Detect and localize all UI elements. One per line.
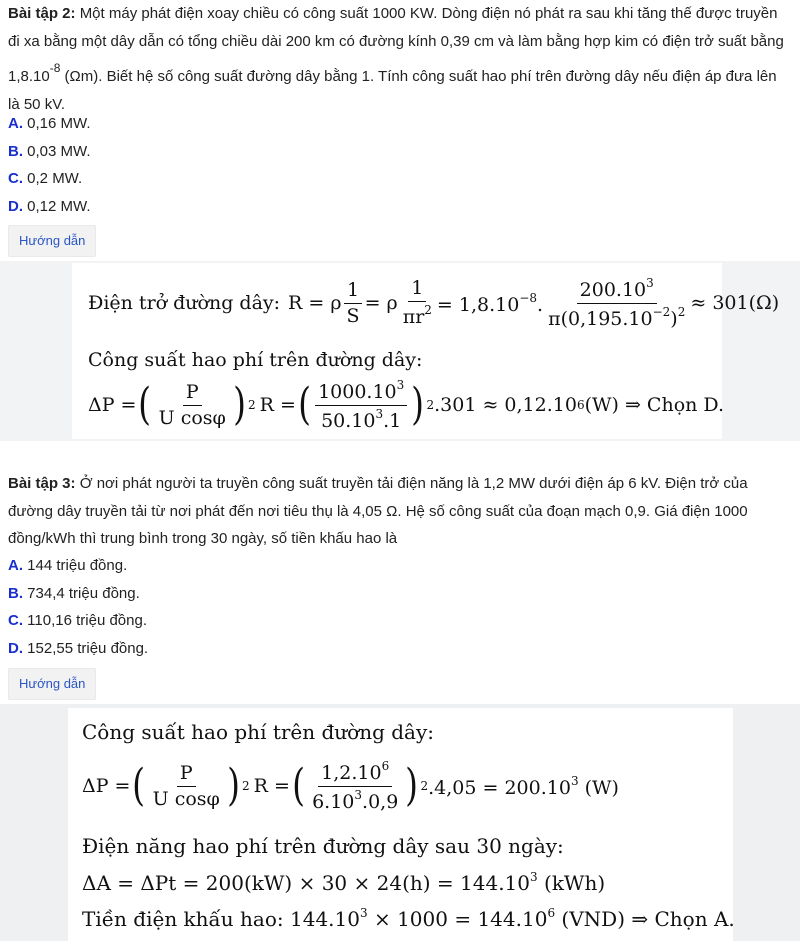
solution-3-image [68, 708, 733, 941]
problem-3-text [8, 470, 792, 553]
problem-2-options [8, 110, 91, 220]
option-a[interactable]: A. 0,16 MW. [8, 115, 91, 132]
option-c[interactable]: C. 0,2 MW. [8, 170, 83, 187]
option-a[interactable]: A. 144 triệu đồng. [8, 557, 128, 574]
problem-3-options [8, 552, 148, 662]
option-c[interactable]: C. 110,16 triệu đồng. [8, 612, 147, 629]
option-b[interactable]: B. 734,4 triệu đồng. [8, 584, 140, 602]
problem-2-label: Bài tập 2: [8, 5, 76, 22]
solution-2-line-2-label: Công suất hao phí trên đường dây: [88, 349, 423, 371]
option-b[interactable]: B. 0,03 MW. [8, 142, 91, 160]
problem-2-body: Một máy phát điện xoay chiều có công suất 1000 KW. Dòng điện nó phát ra sau khi tăng thế được truyền đi xa bằng một dây dẫn có tổng chiều dài 200 km có đường kính 0,39 cm và làm bằng hợp kim có điện trở suất bằng 1,8.10 [8, 5, 784, 85]
option-d[interactable]: D. 0,12 MW. [8, 197, 91, 215]
solution-2-line-2: ΔP = ( $\frac{P}{\text{U cosφ}}$ ) 2 R = ( $\frac{1000.10^3}{50.10^3.1}$ ) 2 .301 ≈ 0,12.10 6 (W) ⇒ Chọn D. [88, 377, 725, 432]
problem-2-body-end: (Ωm). Biết hệ số công suất đường dây bằng 1. Tính công suất hao phí trên đường dây nếu điện áp đưa lên là 50 kV. [8, 68, 777, 113]
solution-2-panel [0, 261, 800, 441]
solution-3-line-1-label: Công suất hao phí trên đường dây: [82, 720, 435, 744]
solution-3-line-5: Tiền điện khấu hao: $144.10^3 \times 1000 = 144.10^6$ (VND) ⇒ Chọn A. [82, 906, 735, 931]
problem-2-text [8, 0, 792, 118]
solution-2-line-1: Điện trở đường dây: R = ρ $\frac{1}{S}$ = ρ $\frac{1}{\pi r^2}$ = $1,8.10^{-8}$. $\frac{200.10^3}{\pi(0,195.10^{-2})^2}$ ≈ 301(Ω) [88, 275, 780, 330]
solution-3-panel [0, 704, 800, 941]
problem-3-label: Bài tập 3: [8, 475, 76, 492]
solution-3-line-2: ΔP = ( $\frac{P}{\text{U cosφ}}$ ) 2 R = ( $\frac{1,2.10^6}{6.10^3.0,9}$ ) 2 $.4,05 = 200.10^3$ (W) [82, 758, 619, 813]
problem-2-exponent: -8 [49, 61, 61, 75]
solution-2-image [72, 263, 780, 439]
problem-3-body: Ở nơi phát người ta truyền công suất truyền tải điện năng là 1,2 MW dưới điện áp 6 kV. Điện trở của đường dây truyền tải từ nơi phát đến nơi tiêu thụ là 4,05 Ω. Hệ số công suất của đoạn mạch 0,9. Giá điện 1000 đồng/kWh thì trung bình trong 30 ngày, số tiền khấu hao là [8, 475, 748, 547]
guide-button-problem-2[interactable]: Hướng dẫn [8, 225, 96, 257]
solution-3-line-3-label: Điện năng hao phí trên đường dây sau 30 ngày: [82, 834, 564, 858]
option-d[interactable]: D. 152,55 triệu đồng. [8, 639, 149, 657]
solution-3-line-4: $\Delta A = \Delta Pt = 200(kW) \times 30 \times 24(h) = 144.10^3$ (kWh) [82, 870, 606, 895]
guide-button-problem-3[interactable]: Hướng dẫn [8, 668, 96, 700]
